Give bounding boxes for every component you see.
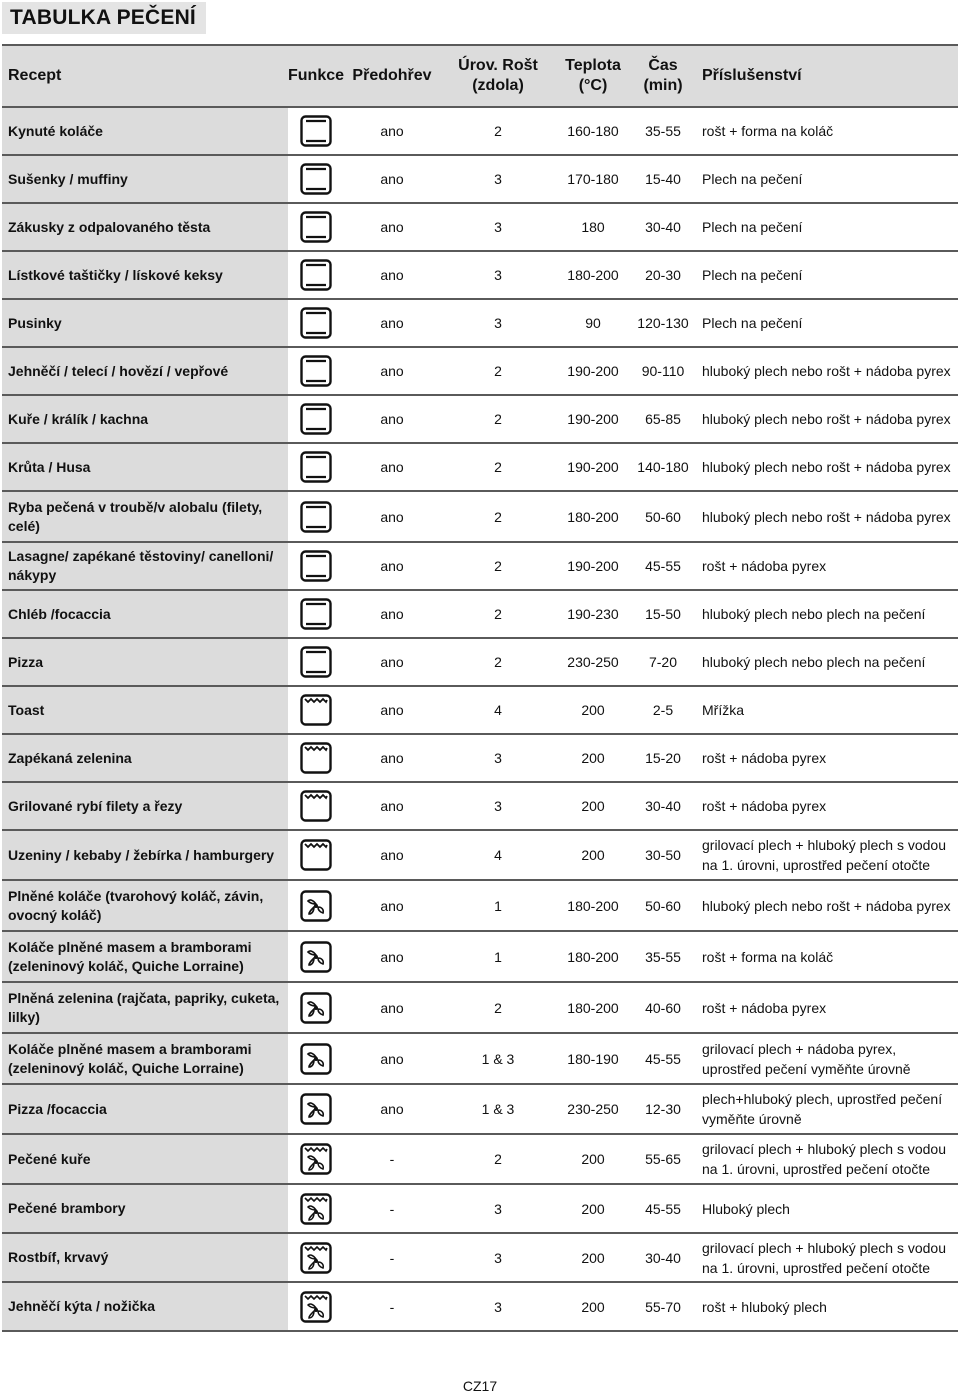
time-cell: 2-5 (630, 686, 696, 734)
accessory-cell: hluboký plech nebo plech na pečení (696, 590, 958, 638)
conventional-oven-icon (300, 307, 332, 339)
time-cell: 20-30 (630, 251, 696, 299)
header-time: Čas (min) (630, 45, 696, 107)
table-row (2, 686, 958, 734)
recipe-cell: Toast (2, 686, 288, 734)
time-cell: 7-20 (630, 638, 696, 686)
preheat-cell: ano (344, 395, 440, 443)
preheat-cell: ano (344, 590, 440, 638)
time-cell: 30-40 (630, 203, 696, 251)
time-cell: 35-55 (630, 107, 696, 155)
recipe-cell: Pečené kuře (2, 1134, 288, 1184)
preheat-cell: ano (344, 251, 440, 299)
preheat-cell: ano (344, 491, 440, 542)
level-cell: 2 (440, 347, 556, 395)
table-row (2, 347, 958, 395)
header-temperature: Teplota (°C) (556, 45, 630, 107)
preheat-cell: ano (344, 931, 440, 982)
function-cell (288, 590, 344, 638)
turbo-grill-icon (300, 1193, 332, 1225)
accessory-cell: Mřížka (696, 686, 958, 734)
level-cell: 2 (440, 491, 556, 542)
conventional-oven-icon (300, 259, 332, 291)
conventional-oven-icon (300, 598, 332, 630)
page-number: CZ17 (462, 1378, 498, 1394)
function-cell (288, 443, 344, 491)
preheat-cell: - (344, 1134, 440, 1184)
level-cell: 3 (440, 251, 556, 299)
recipe-cell: Plněné koláče (tvarohový koláč, závin, ovocný koláč) (2, 880, 288, 931)
temperature-cell: 160-180 (556, 107, 630, 155)
temperature-cell: 180-200 (556, 491, 630, 542)
temperature-cell: 200 (556, 1233, 630, 1282)
page-title: TABULKA PEČENÍ (2, 2, 206, 34)
level-cell: 1 (440, 880, 556, 931)
temperature-cell: 190-200 (556, 542, 630, 590)
function-cell (288, 1282, 344, 1331)
accessory-cell: rošt + nádoba pyrex (696, 782, 958, 830)
level-cell: 4 (440, 686, 556, 734)
accessory-cell: Plech na pečení (696, 203, 958, 251)
temperature-cell: 190-200 (556, 443, 630, 491)
table-row (2, 107, 958, 155)
accessory-cell: rošt + forma na koláč (696, 931, 958, 982)
table-row (2, 1282, 958, 1331)
preheat-cell: - (344, 1184, 440, 1233)
function-cell (288, 542, 344, 590)
level-cell: 3 (440, 782, 556, 830)
recipe-cell: Chléb /focaccia (2, 590, 288, 638)
temperature-cell: 180-200 (556, 880, 630, 931)
accessory-cell: grilovací plech + hluboký plech s vodou na 1. úrovni, uprostřed pečení otočte (696, 1134, 958, 1184)
function-cell (288, 1033, 344, 1084)
temperature-cell: 180-200 (556, 251, 630, 299)
temperature-cell: 180-200 (556, 982, 630, 1033)
time-cell: 45-55 (630, 1033, 696, 1084)
level-cell: 3 (440, 1282, 556, 1331)
conventional-oven-icon (300, 451, 332, 483)
level-cell: 4 (440, 830, 556, 880)
accessory-cell: Plech na pečení (696, 299, 958, 347)
temperature-cell: 90 (556, 299, 630, 347)
table-row (2, 542, 958, 590)
accessory-cell: grilovací plech + hluboký plech s vodou na 1. úrovni, uprostřed pečení otočte (696, 830, 958, 880)
preheat-cell: ano (344, 1084, 440, 1134)
header-recipe: Recept (2, 45, 288, 107)
table-row (2, 782, 958, 830)
grill-icon (300, 790, 332, 822)
table-header-row (2, 45, 958, 107)
preheat-cell: ano (344, 107, 440, 155)
level-cell: 2 (440, 590, 556, 638)
time-cell: 50-60 (630, 491, 696, 542)
function-cell (288, 155, 344, 203)
table-row (2, 491, 958, 542)
baking-table (2, 44, 958, 1332)
function-cell (288, 1084, 344, 1134)
preheat-cell: ano (344, 686, 440, 734)
level-cell: 3 (440, 155, 556, 203)
table-row (2, 395, 958, 443)
header-preheat: Předohřev (344, 45, 440, 107)
time-cell: 45-55 (630, 542, 696, 590)
accessory-cell: rošt + hluboký plech (696, 1282, 958, 1331)
accessory-cell: grilovací plech + nádoba pyrex, uprostřed pečení vyměňte úrovně (696, 1033, 958, 1084)
temperature-cell: 170-180 (556, 155, 630, 203)
header-level: Úrov. Rošt (zdola) (440, 45, 556, 107)
temperature-cell: 190-200 (556, 347, 630, 395)
turbo-grill-icon (300, 1291, 332, 1323)
conventional-oven-icon (300, 646, 332, 678)
table-row (2, 1233, 958, 1282)
table-row (2, 638, 958, 686)
time-cell: 15-50 (630, 590, 696, 638)
time-cell: 120-130 (630, 299, 696, 347)
level-cell: 1 & 3 (440, 1084, 556, 1134)
recipe-cell: Grilované rybí filety a řezy (2, 782, 288, 830)
recipe-cell: Pečené brambory (2, 1184, 288, 1233)
recipe-cell: Jehněčí kýta / nožička (2, 1282, 288, 1331)
function-cell (288, 491, 344, 542)
temperature-cell: 200 (556, 686, 630, 734)
recipe-cell: Lístkové taštičky / lískové keksy (2, 251, 288, 299)
temperature-cell: 200 (556, 1282, 630, 1331)
level-cell: 2 (440, 542, 556, 590)
recipe-cell: Ryba pečená v troubě/v alobalu (filety, celé) (2, 491, 288, 542)
function-cell (288, 203, 344, 251)
accessory-cell: rošt + nádoba pyrex (696, 542, 958, 590)
grill-icon (300, 742, 332, 774)
recipe-cell: Kuře / králík / kachna (2, 395, 288, 443)
fan-oven-icon (300, 992, 332, 1024)
conventional-oven-icon (300, 115, 332, 147)
table-row (2, 880, 958, 931)
accessory-cell: Plech na pečení (696, 155, 958, 203)
time-cell: 55-65 (630, 1134, 696, 1184)
level-cell: 2 (440, 1134, 556, 1184)
function-cell (288, 107, 344, 155)
function-cell (288, 395, 344, 443)
recipe-cell: Sušenky / muffiny (2, 155, 288, 203)
function-cell (288, 734, 344, 782)
recipe-cell: Zapékaná zelenina (2, 734, 288, 782)
level-cell: 3 (440, 1184, 556, 1233)
time-cell: 90-110 (630, 347, 696, 395)
recipe-cell: Plněná zelenina (rajčata, papriky, cuketa, lilky) (2, 982, 288, 1033)
level-cell: 1 & 3 (440, 1033, 556, 1084)
function-cell (288, 299, 344, 347)
accessory-cell: Hluboký plech (696, 1184, 958, 1233)
preheat-cell: ano (344, 347, 440, 395)
temperature-cell: 180 (556, 203, 630, 251)
temperature-cell: 180-200 (556, 931, 630, 982)
function-cell (288, 1134, 344, 1184)
table-row (2, 251, 958, 299)
accessory-cell: Plech na pečení (696, 251, 958, 299)
level-cell: 3 (440, 1233, 556, 1282)
conventional-oven-icon (300, 163, 332, 195)
preheat-cell: ano (344, 203, 440, 251)
time-cell: 15-40 (630, 155, 696, 203)
fan-oven-icon (300, 890, 332, 922)
level-cell: 2 (440, 395, 556, 443)
function-cell (288, 251, 344, 299)
conventional-oven-icon (300, 501, 332, 533)
time-cell: 45-55 (630, 1184, 696, 1233)
accessory-cell: hluboký plech nebo plech na pečení (696, 638, 958, 686)
level-cell: 2 (440, 638, 556, 686)
recipe-cell: Uzeniny / kebaby / žebírka / hamburgery (2, 830, 288, 880)
time-cell: 55-70 (630, 1282, 696, 1331)
time-cell: 140-180 (630, 443, 696, 491)
table-row (2, 1184, 958, 1233)
preheat-cell: ano (344, 782, 440, 830)
level-cell: 1 (440, 931, 556, 982)
conventional-oven-icon (300, 355, 332, 387)
turbo-grill-icon (300, 1143, 332, 1175)
level-cell: 3 (440, 203, 556, 251)
conventional-oven-icon (300, 550, 332, 582)
grill-icon (300, 694, 332, 726)
fan-oven-icon (300, 1043, 332, 1075)
table-row (2, 299, 958, 347)
accessory-cell: plech+hluboký plech, uprostřed pečení vyměňte úrovně (696, 1084, 958, 1134)
temperature-cell: 180-190 (556, 1033, 630, 1084)
accessory-cell: rošt + forma na koláč (696, 107, 958, 155)
recipe-cell: Koláče plněné masem a bramborami (zeleninový koláč, Quiche Lorraine) (2, 931, 288, 982)
table-row (2, 931, 958, 982)
time-cell: 30-40 (630, 782, 696, 830)
function-cell (288, 931, 344, 982)
conventional-oven-icon (300, 211, 332, 243)
preheat-cell: ano (344, 299, 440, 347)
recipe-cell: Krůta / Husa (2, 443, 288, 491)
recipe-cell: Zákusky z odpalovaného těsta (2, 203, 288, 251)
table-row (2, 1134, 958, 1184)
preheat-cell: ano (344, 542, 440, 590)
table-row (2, 734, 958, 782)
header-accessory: Příslušenství (696, 45, 958, 107)
recipe-cell: Pizza /focaccia (2, 1084, 288, 1134)
accessory-cell: hluboký plech nebo rošt + nádoba pyrex (696, 395, 958, 443)
preheat-cell: ano (344, 734, 440, 782)
function-cell (288, 1233, 344, 1282)
recipe-cell: Jehněčí / telecí / hovězí / vepřové (2, 347, 288, 395)
table-row (2, 1084, 958, 1134)
table-row (2, 982, 958, 1033)
temperature-cell: 200 (556, 1184, 630, 1233)
temperature-cell: 230-250 (556, 1084, 630, 1134)
time-cell: 65-85 (630, 395, 696, 443)
level-cell: 2 (440, 443, 556, 491)
temperature-cell: 200 (556, 830, 630, 880)
preheat-cell: ano (344, 443, 440, 491)
recipe-cell: Pusinky (2, 299, 288, 347)
function-cell (288, 347, 344, 395)
time-cell: 50-60 (630, 880, 696, 931)
preheat-cell: - (344, 1282, 440, 1331)
accessory-cell: hluboký plech nebo rošt + nádoba pyrex (696, 443, 958, 491)
recipe-cell: Lasagne/ zapékané těstoviny/ canelloni/ nákypy (2, 542, 288, 590)
table-row (2, 203, 958, 251)
time-cell: 40-60 (630, 982, 696, 1033)
temperature-cell: 230-250 (556, 638, 630, 686)
table-row (2, 155, 958, 203)
preheat-cell: ano (344, 1033, 440, 1084)
table-row (2, 443, 958, 491)
grill-icon (300, 839, 332, 871)
accessory-cell: hluboký plech nebo rošt + nádoba pyrex (696, 491, 958, 542)
fan-oven-icon (300, 1093, 332, 1125)
conventional-oven-icon (300, 403, 332, 435)
table-body (2, 107, 958, 1331)
recipe-cell: Kynuté koláče (2, 107, 288, 155)
recipe-cell: Pizza (2, 638, 288, 686)
function-cell (288, 880, 344, 931)
accessory-cell: hluboký plech nebo rošt + nádoba pyrex (696, 347, 958, 395)
preheat-cell: ano (344, 638, 440, 686)
function-cell (288, 638, 344, 686)
time-cell: 30-40 (630, 1233, 696, 1282)
temperature-cell: 190-200 (556, 395, 630, 443)
preheat-cell: ano (344, 880, 440, 931)
accessory-cell: grilovací plech + hluboký plech s vodou na 1. úrovni, uprostřed pečení otočte (696, 1233, 958, 1282)
turbo-grill-icon (300, 1242, 332, 1274)
temperature-cell: 190-230 (556, 590, 630, 638)
table-row (2, 1033, 958, 1084)
header-function: Funkce (288, 45, 344, 107)
accessory-cell: rošt + nádoba pyrex (696, 982, 958, 1033)
time-cell: 35-55 (630, 931, 696, 982)
time-cell: 15-20 (630, 734, 696, 782)
accessory-cell: rošt + nádoba pyrex (696, 734, 958, 782)
time-cell: 30-50 (630, 830, 696, 880)
function-cell (288, 1184, 344, 1233)
level-cell: 3 (440, 734, 556, 782)
temperature-cell: 200 (556, 1134, 630, 1184)
recipe-cell: Koláče plněné masem a bramborami (zeleninový koláč, Quiche Lorraine) (2, 1033, 288, 1084)
preheat-cell: ano (344, 830, 440, 880)
temperature-cell: 200 (556, 734, 630, 782)
level-cell: 2 (440, 982, 556, 1033)
function-cell (288, 686, 344, 734)
function-cell (288, 982, 344, 1033)
preheat-cell: - (344, 1233, 440, 1282)
recipe-cell: Rostbíf, krvavý (2, 1233, 288, 1282)
function-cell (288, 782, 344, 830)
preheat-cell: ano (344, 155, 440, 203)
level-cell: 3 (440, 299, 556, 347)
temperature-cell: 200 (556, 782, 630, 830)
preheat-cell: ano (344, 982, 440, 1033)
level-cell: 2 (440, 107, 556, 155)
function-cell (288, 830, 344, 880)
table-row (2, 590, 958, 638)
time-cell: 12-30 (630, 1084, 696, 1134)
table-row (2, 830, 958, 880)
accessory-cell: hluboký plech nebo rošt + nádoba pyrex (696, 880, 958, 931)
fan-oven-icon (300, 941, 332, 973)
